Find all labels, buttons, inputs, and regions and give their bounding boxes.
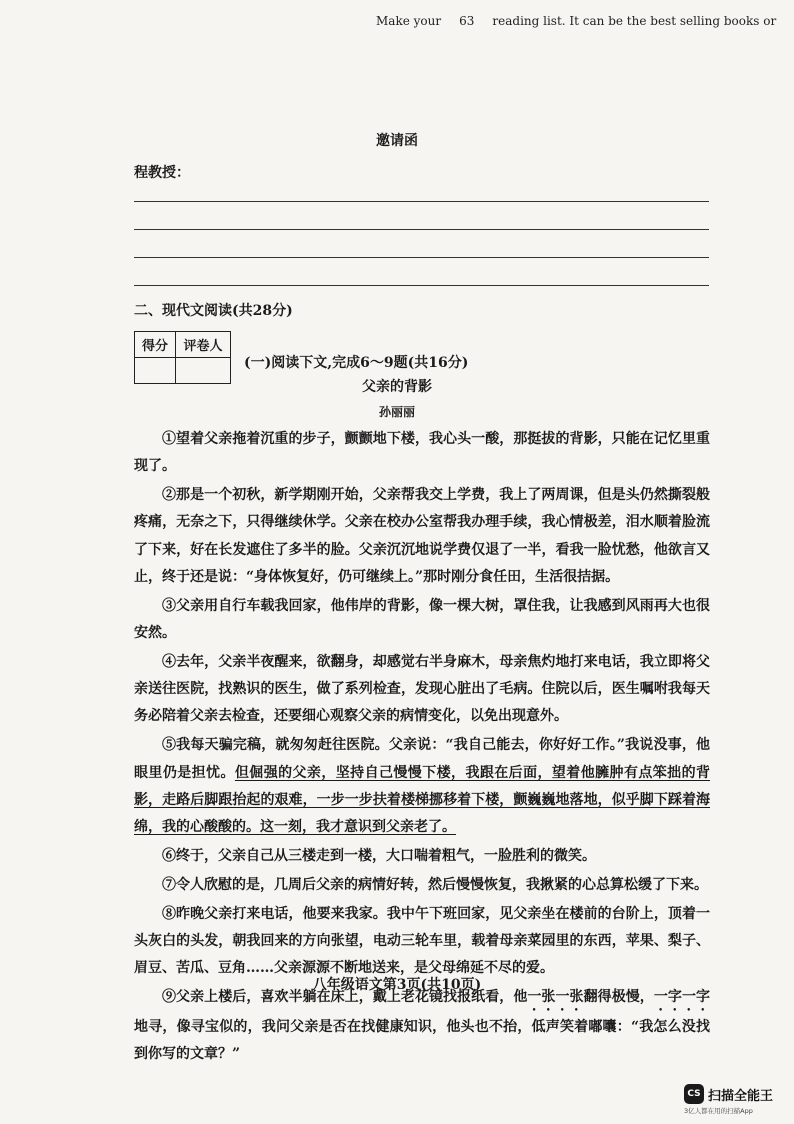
paragraph-8: ⑧昨晚父亲打来电话，他要来我家。我中午下班回家，见父亲坐在楼前的台阶上，顶着一头灰白的头发，朝我回来的方向张望，电动三轮车里，载着母亲菜园里的东西，苹果、梨子、眉豆、苦瓜、豆角……父亲源源不断地送来，是父母绵延不尽的爱。: [134, 905, 710, 977]
scan-mark: [100, 4, 160, 16]
paragraph-9-end: 地寻，像寻宝似的，我问父亲是否在找健康知识，他头也不抬，低声笑着嘟囔：“我怎么没找到你写的文章？”: [134, 1018, 710, 1063]
paragraph-5: [134, 732, 710, 841]
writing-line-1[interactable]: [134, 201, 709, 202]
scanner-brand: 扫描全能王: [708, 1089, 774, 1104]
score-header: 得分: [135, 332, 176, 358]
paragraph-1: ①望着父亲拖着沉重的步子，颤颤地下楼，我心头一酸，那挺拔的背影，只能在记忆里重现了。: [134, 431, 710, 475]
scanner-tagline: 3亿人都在用的扫描App: [684, 1107, 753, 1115]
writing-line-2[interactable]: [134, 229, 709, 230]
paragraph-9-mid: 翻得极慢，: [583, 988, 654, 1005]
header-text-right: reading list. It can be the best selling books or: [492, 14, 777, 28]
underlined-sentence: 但倔强的父亲，坚持自己慢慢下楼，我跟在后面，望着他臃肿有点笨拙的背影，走路后脚跟抬起的艰难，一步一步扶着楼梯挪移着下楼，颤巍巍地落地，似乎脚下踩着海绵，我的心酸酸的。这一刻，我才意识到父亲老了。: [134, 764, 711, 836]
invitation-title: 邀请函: [376, 133, 418, 149]
paragraph-9: [134, 984, 710, 1069]
paragraph-4: ④去年，父亲半夜醒来，欲翻身，却感觉右半身麻木，母亲焦灼地打来电话，我立即将父亲送往医院，找熟识的医生，做了系列检查，发现心脏出了毛病。住院以后，医生嘱咐我每天务必陪着父亲去检查，还要细心观察父亲的病情变化，以免出现意外。: [134, 653, 710, 725]
reading-subtitle: (一)阅读下文,完成6～9题(共16分): [244, 355, 469, 371]
invitation-salutation: 程教授：: [134, 165, 190, 181]
paragraph-9-start: ⑨父亲上楼后，喜欢半躺在床上，戴上老花镜找报纸看，他: [162, 988, 528, 1005]
section-title: 二、现代文阅读(共28分): [134, 303, 293, 319]
dotted-phrase-1: 一张一张: [527, 988, 584, 1005]
paragraph-6: ⑥终于，父亲自己从三楼走到一楼，大口喘着粗气，一脸胜利的微笑。: [162, 847, 596, 864]
paragraph-7: ⑦令人欣慰的是，几周后父亲的病情好转，然后慢慢恢复，我揪紧的心总算松缓了下来。: [162, 876, 708, 893]
article-body: [134, 426, 710, 1069]
dotted-phrase-2: 一字一字: [653, 988, 711, 1005]
top-header: [376, 14, 786, 28]
paragraph-5-start: ⑤我每天骗完稿，就匆匆赶往医院。父亲说：“我自己能去，你好好工作。”我说没事，他眼里仍是担忧。: [134, 737, 710, 781]
paragraph-2: ②那是一个初秋，新学期刚开始，父亲帮我交上学费，我上了两周课，但是头仍然撕裂般疼痛，无奈之下，只得继续休学。父亲在校办公室帮我办理手续，我心情极差，泪水顺着脸流了下来，好在长发遮住了多半的脸。父亲沉沉地说学费仅退了一半，看我一脸忧愁，他欲言又止，终于还是说：“身体恢复好，仍可继续上。”那时刚分食任田，生活很拮据。: [134, 487, 710, 585]
scanner-watermark: [684, 1082, 788, 1114]
grader-header: 评卷人: [176, 332, 231, 358]
writing-line-3[interactable]: [134, 257, 709, 258]
paragraph-3: ③父亲用自行车载我回家，他伟岸的背影，像一棵大树，罩住我，让我感到风雨再大也很安然。: [134, 597, 710, 642]
article-author: 孙丽丽: [378, 405, 415, 419]
article-title: 父亲的背影: [362, 379, 432, 395]
page-footer: 八年级语文第3页(共10页): [312, 977, 482, 993]
header-page-number: 63: [459, 14, 475, 28]
camscanner-logo-icon: CS: [684, 1084, 704, 1104]
header-text-left: Make your: [376, 14, 442, 28]
writing-line-4[interactable]: [134, 285, 709, 286]
